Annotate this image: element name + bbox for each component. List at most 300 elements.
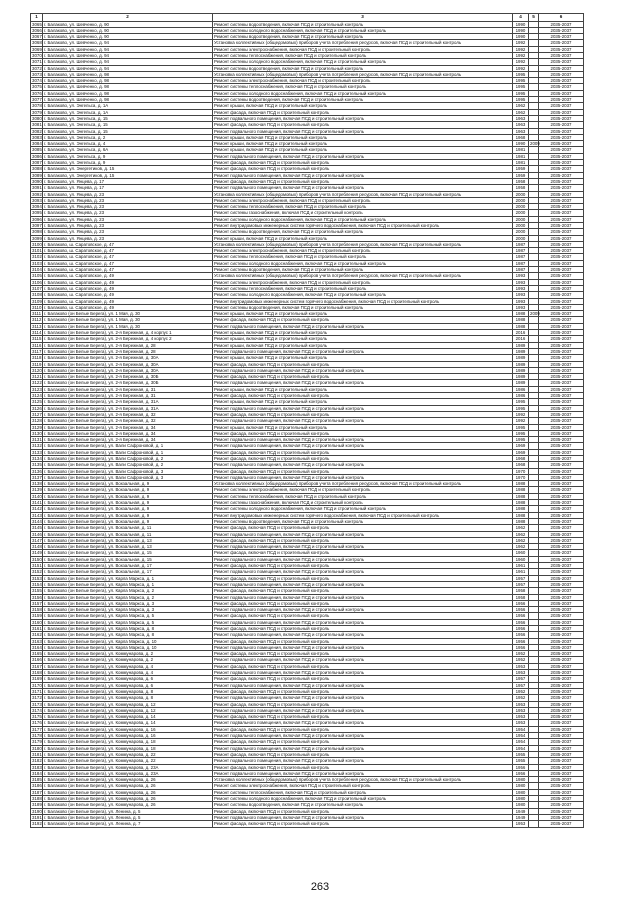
planned-period-cell: 2035-2037 — [539, 808, 584, 814]
last-repair-cell — [529, 821, 539, 827]
year-built-cell: 2000 — [513, 229, 529, 235]
address-cell: г. Балаково (он Белые Берега), ул. 2-я Бережная, д. 28 — [43, 348, 213, 354]
row-number: 3092 — [32, 191, 42, 197]
work-type-cell: Ремонт системы газоснабжения, включая ПСД и строительный контроль — [213, 500, 513, 506]
planned-period-cell: 2035-2037 — [539, 575, 584, 581]
address-cell: г. Балаково (он Белые Берега), ул. Коммунарова, д. 14 — [43, 714, 213, 720]
year-built-cell: 1952 — [513, 657, 529, 663]
work-type-cell: Ремонт системы электроснабжения, включая ПСД и строительный контроль — [213, 78, 513, 84]
row-number: 3144 — [32, 518, 42, 524]
work-type-cell: Ремонт системы водоотведения, включая ПСД и строительный контроль — [213, 518, 513, 524]
year-built-cell: 1963 — [513, 115, 529, 121]
work-type-cell: Ремонт подвального помещения, включая ПСД и строительный контроль — [213, 733, 513, 739]
year-built-cell: 1957 — [513, 676, 529, 682]
work-type-cell: Установка коллективных (общедомовых) приборов учета потребления ресурсов, включая ПСД и строительный контроль — [213, 273, 513, 279]
planned-period-cell: 2035-2037 — [539, 676, 584, 682]
planned-period-cell: 2035-2037 — [539, 581, 584, 587]
row-number: 3132 — [32, 443, 42, 449]
year-built-cell: 1992 — [513, 46, 529, 52]
planned-period-cell: 2035-2037 — [539, 707, 584, 713]
address-cell: г. Балаково (он Белые Берега), ул. Вали Сафроновой, д. 1 — [43, 449, 213, 455]
row-number: 3185 — [32, 777, 42, 783]
year-built-cell: 1993 — [513, 304, 529, 310]
address-cell: г. Балаково (он Белые Берега), ул. 2-я Бережная, д. 34 — [43, 430, 213, 436]
year-built-cell: 1989 — [513, 361, 529, 367]
planned-period-cell: 2035-2037 — [539, 355, 584, 361]
address-cell: г. Балаково (он Белые Берега), ул. Карла Маркса, д. 10 — [43, 638, 213, 644]
address-cell: г. Балаково (он Белые Берега), ул. Вокзальная, д. 15 — [43, 556, 213, 562]
year-built-cell: 1989 — [513, 355, 529, 361]
address-cell: г. Балаково (он Белые Берега), ул. Коммунарова, д. 6 — [43, 682, 213, 688]
year-built-cell: 1956 — [513, 764, 529, 770]
work-type-cell: Ремонт системы электроснабжения, включая ПСД и строительный контроль — [213, 46, 513, 52]
row-number: 3163 — [32, 638, 42, 644]
address-cell: г. Балаково (он Белые Берега), ул. 2-я Бережная, д. 31А — [43, 399, 213, 405]
work-type-cell: Ремонт подвального помещения, включая ПСД и строительный контроль — [213, 814, 513, 820]
row-number: 3073 — [32, 71, 42, 77]
work-type-cell: Ремонт крыши, включая ПСД и строительный контроль — [213, 103, 513, 109]
planned-period-cell: 2035-2037 — [539, 487, 584, 493]
work-type-cell: Установка коллективных (общедомовых) приборов учета потребления ресурсов, включая ПСД и строительный контроль — [213, 40, 513, 46]
year-built-cell: 1988 — [513, 500, 529, 506]
address-cell: г. Балаково, ул. Шевченко, д. 90 — [43, 34, 213, 40]
planned-period-cell: 2035-2037 — [539, 437, 584, 443]
address-cell: г. Балаково (он Белые Берега), ул. Коммунарова, д. 8 — [43, 695, 213, 701]
work-type-cell: Ремонт крыши, включая ПСД и строительный контроль — [213, 141, 513, 147]
year-built-cell: 1992 — [513, 40, 529, 46]
address-cell: г. Балаково (он Белые Берега), ул. 1 Мая, д. 30 — [43, 311, 213, 317]
planned-period-cell: 2035-2037 — [539, 619, 584, 625]
year-built-cell: 1970 — [513, 474, 529, 480]
address-cell: г. Балаково, ш. Саратовское, д. 49 — [43, 304, 213, 310]
row-number: 3189 — [32, 802, 42, 808]
row-number: 3183 — [32, 764, 42, 770]
work-type-cell: Ремонт фасада, включая ПСД и строительный контроль — [213, 701, 513, 707]
year-built-cell: 1968 — [513, 134, 529, 140]
row-number: 3162 — [32, 632, 42, 638]
address-cell: г. Балаково (он Белые Берега), ул. Коммунарова, д. 26 — [43, 789, 213, 795]
planned-period-cell: 2035-2037 — [539, 512, 584, 518]
address-cell: г. Балаково (он Белые Берега), ул. Вали Сафроновой, д. 3 — [43, 474, 213, 480]
address-cell: г. Балаково, ш. Саратовское, д. 47 — [43, 248, 213, 254]
planned-period-cell: 2035-2037 — [539, 84, 584, 90]
planned-period-cell: 2035-2037 — [539, 361, 584, 367]
year-built-cell: 1988 — [513, 481, 529, 487]
address-cell: г. Балаково (он Белые Берега), ул. Вали Сафроновой, д. 2 — [43, 455, 213, 461]
address-cell: г. Балаково, ул. Шевченко, д. 94 — [43, 52, 213, 58]
address-cell: г. Балаково, ул. Шевченко, д. 98 — [43, 90, 213, 96]
address-cell: г. Балаково (он Белые Берега), ул. 2-я Бережная, д. 32 — [43, 418, 213, 424]
work-type-cell: Ремонт крыши, включая ПСД и строительный контроль — [213, 330, 513, 336]
work-type-cell: Ремонт фасада, включая ПСД и строительный контроль — [213, 575, 513, 581]
planned-period-cell: 2035-2037 — [539, 40, 584, 46]
row-number: 3143 — [32, 512, 42, 518]
year-built-cell: 1952 — [513, 695, 529, 701]
row-number: 3103 — [32, 260, 42, 266]
address-cell: г. Балаково (он Белые Берега), ул. Коммунарова, д. 16 — [43, 733, 213, 739]
row-number: 3140 — [32, 493, 42, 499]
work-type-cell: Ремонт подвального помещения, включая ПСД и строительный контроль — [213, 607, 513, 613]
address-cell: г. Балаково, ул. Янцева, д. 17 — [43, 178, 213, 184]
work-type-cell: Ремонт подвального помещения, включая ПСД и строительный контроль — [213, 380, 513, 386]
row-number: 3096 — [32, 216, 42, 222]
planned-period-cell: 2035-2037 — [539, 544, 584, 550]
year-built-cell: 1987 — [513, 260, 529, 266]
row-number: 3148 — [32, 544, 42, 550]
address-cell: г. Балаково (он Белые Берега), ул. Карла Маркса, д. 2 — [43, 588, 213, 594]
year-built-cell: 1962 — [513, 531, 529, 537]
row-number: 3153 — [32, 575, 42, 581]
year-built-cell: 2000 — [513, 204, 529, 210]
work-type-cell: Ремонт системы электроснабжения, включая ПСД и строительный контроль — [213, 248, 513, 254]
year-built-cell: 2000 — [513, 197, 529, 203]
work-type-cell: Ремонт системы водоотведения, включая ПСД и строительный контроль — [213, 802, 513, 808]
row-number: 3077 — [32, 97, 42, 103]
row-number: 3066 — [32, 27, 42, 33]
planned-period-cell: 2035-2037 — [539, 455, 584, 461]
year-built-cell: 1968 — [513, 462, 529, 468]
year-built-cell: 1990 — [513, 141, 529, 147]
row-number: 3118 — [32, 355, 42, 361]
year-built-cell: 1992 — [513, 418, 529, 424]
address-cell: г. Балаково (он Белые Берега), ул. Коммунарова, д. 4 — [43, 663, 213, 669]
address-cell: г. Балаково, ул. Янцева, д. 23 — [43, 210, 213, 216]
row-number: 3177 — [32, 726, 42, 732]
planned-period-cell: 2035-2037 — [539, 468, 584, 474]
row-number: 3102 — [32, 254, 42, 260]
year-built-cell: 1954 — [513, 739, 529, 745]
work-type-cell: Ремонт крыши, включая ПСД и строительный контроль — [213, 355, 513, 361]
planned-period-cell: 2035-2037 — [539, 59, 584, 65]
year-built-cell: 1993 — [513, 279, 529, 285]
row-number: 3157 — [32, 600, 42, 606]
planned-period-cell: 2035-2037 — [539, 632, 584, 638]
year-built-cell: 1992 — [513, 59, 529, 65]
year-built-cell: 1992 — [513, 65, 529, 71]
work-type-cell: Ремонт фасада, включая ПСД и строительный контроль — [213, 688, 513, 694]
row-number: 3100 — [32, 241, 42, 247]
address-cell: г. Балаково (он Белые Берега), ул. Вокзальная, д. 17 — [43, 569, 213, 575]
planned-period-cell: 2035-2037 — [539, 764, 584, 770]
row-number: 3175 — [32, 714, 42, 720]
planned-period-cell: 2035-2037 — [539, 330, 584, 336]
planned-period-cell: 2035-2037 — [539, 248, 584, 254]
year-built-cell: 1995 — [513, 399, 529, 405]
planned-period-cell: 2035-2037 — [539, 90, 584, 96]
year-built-cell: 1988 — [513, 512, 529, 518]
planned-period-cell: 2035-2037 — [539, 311, 584, 317]
work-type-cell: Ремонт фасада, включая ПСД и строительный контроль — [213, 449, 513, 455]
row-number: 3094 — [32, 204, 42, 210]
address-cell: г. Балаково (он Белые Берега), ул. Коммунарова, д. 2 — [43, 657, 213, 663]
address-cell: г. Балаково (он Белые Берега), ул. Коммунарова, д. 18 — [43, 739, 213, 745]
year-built-cell: 1993 — [513, 285, 529, 291]
address-cell: г. Балаково (он Белые Берега), ул. Вокзальная, д. 11 — [43, 531, 213, 537]
row-number: 3098 — [32, 229, 42, 235]
row-number: 3190 — [32, 808, 42, 814]
row-number: 3169 — [32, 676, 42, 682]
work-type-cell: Ремонт системы теплоснабжения, включая ПСД и строительный контроль — [213, 52, 513, 58]
row-number: 3149 — [32, 550, 42, 556]
row-number: 3128 — [32, 418, 42, 424]
work-type-cell: Ремонт крыши, включая ПСД и строительный контроль — [213, 235, 513, 241]
planned-period-cell: 2035-2037 — [539, 374, 584, 380]
row-number: 3107 — [32, 285, 42, 291]
row-number: 3124 — [32, 393, 42, 399]
work-type-cell: Ремонт системы теплоснабжения, включая ПСД и строительный контроль — [213, 84, 513, 90]
address-cell: г. Балаково, ш. Саратовское, д. 49 — [43, 298, 213, 304]
work-type-cell: Ремонт фасада, включая ПСД и строительный контроль — [213, 626, 513, 632]
address-cell: г. Балаково (он Белые Берега), ул. Карла Маркса, д. 5 — [43, 613, 213, 619]
work-type-cell: Ремонт фасада, включая ПСД и строительный контроль — [213, 613, 513, 619]
year-built-cell: 1958 — [513, 185, 529, 191]
address-cell: г. Балаково (он Белые Берега), ул. Коммунарова, д. 26 — [43, 777, 213, 783]
address-cell: г. Балаково, ш. Саратовское, д. 47 — [43, 260, 213, 266]
row-number: 3135 — [32, 462, 42, 468]
address-cell: г. Балаково (он Белые Берега), ул. Вокзальная, д. 9 — [43, 506, 213, 512]
row-number: 3108 — [32, 292, 42, 298]
year-built-cell: 1987 — [513, 254, 529, 260]
row-number: 3174 — [32, 707, 42, 713]
year-built-cell: 1959 — [513, 172, 529, 178]
work-type-cell: Ремонт системы электроснабжения, включая ПСД и строительный контроль — [213, 783, 513, 789]
planned-period-cell: 2035-2037 — [539, 254, 584, 260]
address-cell: г. Балаково (он Белые Берега), ул. Коммунарова, д. 12 — [43, 707, 213, 713]
year-built-cell: 1989 — [513, 367, 529, 373]
planned-period-cell: 2035-2037 — [539, 443, 584, 449]
year-built-cell: 1981 — [513, 160, 529, 166]
work-type-cell: Ремонт подвального помещения, включая ПСД и строительный контроль — [213, 720, 513, 726]
year-built-cell: 1980 — [513, 796, 529, 802]
address-cell: г. Балаково (он Белые Берега), ул. Вокзальная, д. 15 — [43, 550, 213, 556]
row-number: 3161 — [32, 626, 42, 631]
planned-period-cell: 2035-2037 — [539, 71, 584, 77]
planned-period-cell: 2035-2037 — [539, 481, 584, 487]
address-cell: г. Балаково, ш. Саратовское, д. 49 — [43, 292, 213, 298]
planned-period-cell: 2035-2037 — [539, 493, 584, 499]
planned-period-cell: 2035-2037 — [539, 216, 584, 222]
row-number: 3105 — [32, 273, 42, 279]
address-cell: г. Балаково, ул. Шевченко, д. 98 — [43, 78, 213, 84]
address-cell: г. Балаково (он Белые Берега), ул. Коммунарова, д. 12 — [43, 701, 213, 707]
address-cell: г. Балаково (он Белые Берега), ул. 2-я Бережная, д. 31А — [43, 405, 213, 411]
work-type-cell: Ремонт системы электроснабжения, включая ПСД и строительный контроль — [213, 487, 513, 493]
planned-period-cell: 2035-2037 — [539, 115, 584, 121]
address-cell: г. Балаково (он Белые Берега), ул. Коммунарова, д. 14 — [43, 720, 213, 726]
year-built-cell: 1993 — [513, 292, 529, 298]
planned-period-cell: 2035-2037 — [539, 569, 584, 575]
work-type-cell: Ремонт фасада, включая ПСД и строительный контроль — [213, 808, 513, 814]
address-cell: г. Балаково (он Белые Берега), ул. Коммунарова, д. 26 — [43, 802, 213, 808]
address-cell: г. Балаково, ул. Шевченко, д. 94 — [43, 40, 213, 46]
page-number: 263 — [310, 881, 330, 893]
address-cell: г. Балаково (он Белые Берега), ул. Коммунарова, д. 8 — [43, 688, 213, 694]
planned-period-cell: 2035-2037 — [539, 550, 584, 556]
year-built-cell: 1958 — [513, 178, 529, 184]
address-cell: г. Балаково (он Белые Берега), ул. 2-я Бережная, д. 4 корпус 2 — [43, 336, 213, 342]
year-built-cell: 1953 — [513, 707, 529, 713]
row-number: 3146 — [32, 531, 42, 537]
work-type-cell: Ремонт внутридомовых инженерных систем горячего водоснабжения, включая ПСД и строительный контроль — [213, 223, 513, 229]
year-built-cell: 1970 — [513, 468, 529, 474]
row-number: 3101 — [32, 248, 42, 254]
row-number: 3074 — [32, 78, 42, 84]
work-type-cell: Ремонт фасада, включая ПСД и строительный контроль — [213, 663, 513, 669]
planned-period-cell: 2035-2037 — [539, 273, 584, 279]
year-built-cell: 1956 — [513, 626, 529, 632]
row-number: 3109 — [32, 298, 42, 304]
work-type-cell: Ремонт подвального помещения, включая ПСД и строительный контроль — [213, 556, 513, 562]
address-cell: г. Балаково (он Белые Берега), ул. Вокзальная, д. 11 — [43, 525, 213, 531]
address-cell: г. Балаково (он Белые Берега), ул. Карла Маркса, д. 5 — [43, 619, 213, 625]
work-type-cell: Установка коллективных (общедомовых) приборов учета потребления ресурсов, включая ПСД и строительный контроль — [213, 191, 513, 197]
row-number: 3071 — [32, 59, 42, 65]
address-cell: г. Балаково (он Белые Берега), ул. Вокзальная, д. 9 — [43, 500, 213, 506]
work-type-cell: Ремонт фасада, включая ПСД и строительный контроль — [213, 455, 513, 461]
work-type-cell: Ремонт фасада, включая ПСД и строительный контроль — [213, 317, 513, 323]
work-type-cell: Ремонт системы водоотведения, включая ПСД и строительный контроль — [213, 65, 513, 71]
year-built-cell: 1988 — [513, 493, 529, 499]
row-number: 3178 — [32, 733, 42, 739]
planned-period-cell: 2035-2037 — [539, 651, 584, 657]
year-built-cell: 1986 — [513, 393, 529, 399]
year-built-cell: 1988 — [513, 506, 529, 512]
planned-period-cell: 2035-2037 — [539, 751, 584, 757]
address-cell: г. Балаково, ул. Янцева, д. 23 — [43, 191, 213, 197]
address-cell: г. Балаково (он Белые Берега), ул. 2-я Бережная, д. 4 корпус 1 — [43, 330, 213, 336]
work-type-cell: Ремонт подвального помещения, включая ПСД и строительный контроль — [213, 619, 513, 625]
planned-period-cell: 2035-2037 — [539, 726, 584, 732]
year-built-cell: 1987 — [513, 248, 529, 254]
planned-period-cell: 2035-2037 — [539, 720, 584, 726]
row-number: 3187 — [32, 789, 42, 795]
work-type-cell: Ремонт подвального помещения, включая ПСД и строительный контроль — [213, 544, 513, 550]
address-cell: г. Балаково (он Белые Берега), ул. Карла Маркса, д. 8 — [43, 632, 213, 638]
year-built-cell: 1953 — [513, 714, 529, 720]
work-type-cell: Ремонт фасада, включая ПСД и строительный контроль — [213, 468, 513, 474]
address-cell: г. Балаково, ш. Саратовское, д. 47 — [43, 267, 213, 273]
row-number: 3086 — [32, 153, 42, 159]
year-built-cell: 1995 — [513, 405, 529, 411]
year-built-cell: 1995 — [513, 437, 529, 443]
work-type-cell: Ремонт подвального помещения, включая ПСД и строительный контроль — [213, 644, 513, 650]
year-built-cell: 1949 — [513, 814, 529, 820]
year-built-cell: 1953 — [513, 720, 529, 726]
address-cell: г. Балаково (он Белые Берега), ул. Коммунарова, д. 22 — [43, 758, 213, 764]
year-built-cell: 1988 — [513, 487, 529, 493]
planned-period-cell: 2035-2037 — [539, 172, 584, 178]
work-type-cell: Ремонт фасада, включая ПСД и строительный контроль — [213, 430, 513, 436]
year-built-cell: 1962 — [513, 109, 529, 115]
work-type-cell: Ремонт подвального помещения, включая ПСД и строительный контроль — [213, 707, 513, 713]
planned-period-cell: 2035-2037 — [539, 141, 584, 147]
work-type-cell: Ремонт системы холодного водоснабжения, включая ПСД и строительный контроль — [213, 27, 513, 33]
row-number: 3158 — [32, 607, 42, 613]
row-number: 3154 — [32, 581, 42, 587]
planned-period-cell: 2035-2037 — [539, 405, 584, 411]
address-cell: г. Балаково, ул. Янцева, д. 23 — [43, 197, 213, 203]
row-number: 3138 — [32, 481, 42, 487]
row-number: 3186 — [32, 783, 42, 789]
row-number: 3078 — [32, 103, 42, 109]
planned-period-cell: 2035-2037 — [539, 21, 584, 27]
address-cell: г. Балаково (он Белые Берега), ул. Карла Маркса, д. 1 — [43, 581, 213, 587]
row-number: 3150 — [32, 556, 42, 562]
address-cell: г. Балаково (он Белые Берега), ул. Вали Сафроновой, д. 1 — [43, 443, 213, 449]
year-built-cell: 1995 — [513, 78, 529, 84]
work-type-cell: Ремонт системы электроснабжения, включая ПСД и строительный контроль — [213, 279, 513, 285]
row-number: 3076 — [32, 90, 42, 96]
planned-period-cell: 2035-2037 — [539, 204, 584, 210]
year-built-cell: 1953 — [513, 670, 529, 676]
address-cell: г. Балаково (он Белые Берега), ул. Коммунарова, д. 23А — [43, 770, 213, 776]
work-type-cell: Ремонт системы водоотведения, включая ПСД и строительный контроль — [213, 267, 513, 273]
planned-period-cell: 2035-2037 — [539, 317, 584, 323]
work-type-cell: Ремонт системы газоснабжения, включая ПСД и строительный контроль — [213, 210, 513, 216]
row-number: 3116 — [32, 342, 42, 348]
year-built-cell: 1957 — [513, 682, 529, 688]
work-type-cell: Ремонт фасада, включая ПСД и строительный контроль — [213, 122, 513, 128]
row-number: 3136 — [32, 468, 42, 474]
work-type-cell: Ремонт фасада, включая ПСД и строительный контроль — [213, 714, 513, 720]
address-cell: г. Балаково (он Белые Берега), ул. Ленина, д. 7 — [43, 821, 213, 827]
planned-period-cell: 2035-2037 — [539, 430, 584, 436]
work-type-cell: Ремонт системы водоотведения, включая ПСД и строительный контроль — [213, 304, 513, 310]
address-cell: г. Балаково (он Белые Берега), ул. Вокзальная, д. 9 — [43, 487, 213, 493]
year-built-cell: 1990 — [513, 27, 529, 33]
year-built-cell: 2000 — [513, 210, 529, 216]
address-cell: г. Балаково, ш. Саратовское, д. 47 — [43, 254, 213, 260]
year-built-cell: 1956 — [513, 632, 529, 638]
year-built-cell: 1952 — [513, 688, 529, 694]
work-type-cell: Установка коллективных (общедомовых) приборов учета потребления ресурсов, включая ПСД и строительный контроль — [213, 777, 513, 783]
year-built-cell: 1954 — [513, 733, 529, 739]
row-number: 3115 — [32, 336, 42, 342]
address-cell: г. Балаково, ул. Шевченко, д. 94 — [43, 46, 213, 52]
address-cell: г. Балаково (он Белые Берега), ул. 2-я Бережная, д. 30Б — [43, 374, 213, 380]
planned-period-cell: 2035-2037 — [539, 185, 584, 191]
planned-period-cell: 2035-2037 — [539, 814, 584, 820]
planned-period-cell: 2035-2037 — [539, 701, 584, 707]
planned-period-cell: 2035-2037 — [539, 46, 584, 52]
address-cell: г. Балаково (он Белые Берега), ул. Ленина, д. 5 — [43, 814, 213, 820]
planned-period-cell: 2035-2037 — [539, 147, 584, 153]
work-type-cell: Ремонт подвального помещения, включая ПСД и строительный контроль — [213, 418, 513, 424]
work-type-cell: Ремонт подвального помещения, включая ПСД и строительный контроль — [213, 657, 513, 663]
work-type-cell: Ремонт системы холодного водоснабжения, включая ПСД и строительный контроль — [213, 292, 513, 298]
planned-period-cell: 2035-2037 — [539, 323, 584, 329]
planned-period-cell: 2035-2037 — [539, 745, 584, 751]
work-type-cell: Ремонт подвального помещения, включая ПСД и строительный контроль — [213, 153, 513, 159]
row-number: 3127 — [32, 411, 42, 417]
work-type-cell: Ремонт фасада, включая ПСД и строительный контроль — [213, 651, 513, 657]
planned-period-cell: 2035-2037 — [539, 638, 584, 644]
year-built-cell: 1989 — [513, 348, 529, 354]
planned-period-cell: 2035-2037 — [539, 657, 584, 663]
work-type-cell: Ремонт системы холодного водоснабжения, включая ПСД и строительный контроль — [213, 90, 513, 96]
row-number: 3089 — [32, 172, 42, 178]
address-cell: г. Балаково, ул. Энгельса, д. 1А — [43, 103, 213, 109]
planned-period-cell: 2035-2037 — [539, 518, 584, 524]
work-type-cell: Ремонт системы теплоснабжения, включая ПСД и строительный контроль — [213, 285, 513, 291]
address-cell: г. Балаково (он Белые Берега), ул. 2-я Бережная, д. 30А — [43, 355, 213, 361]
row-number: 3120 — [32, 367, 42, 373]
work-type-cell: Ремонт подвального помещения, включая ПСД и строительный контроль — [213, 172, 513, 178]
year-built-cell: 1989 — [513, 380, 529, 386]
planned-period-cell: 2035-2037 — [539, 796, 584, 802]
work-type-cell: Ремонт крыши, включая ПСД и строительный контроль — [213, 342, 513, 348]
planned-period-cell: 2035-2037 — [539, 607, 584, 613]
